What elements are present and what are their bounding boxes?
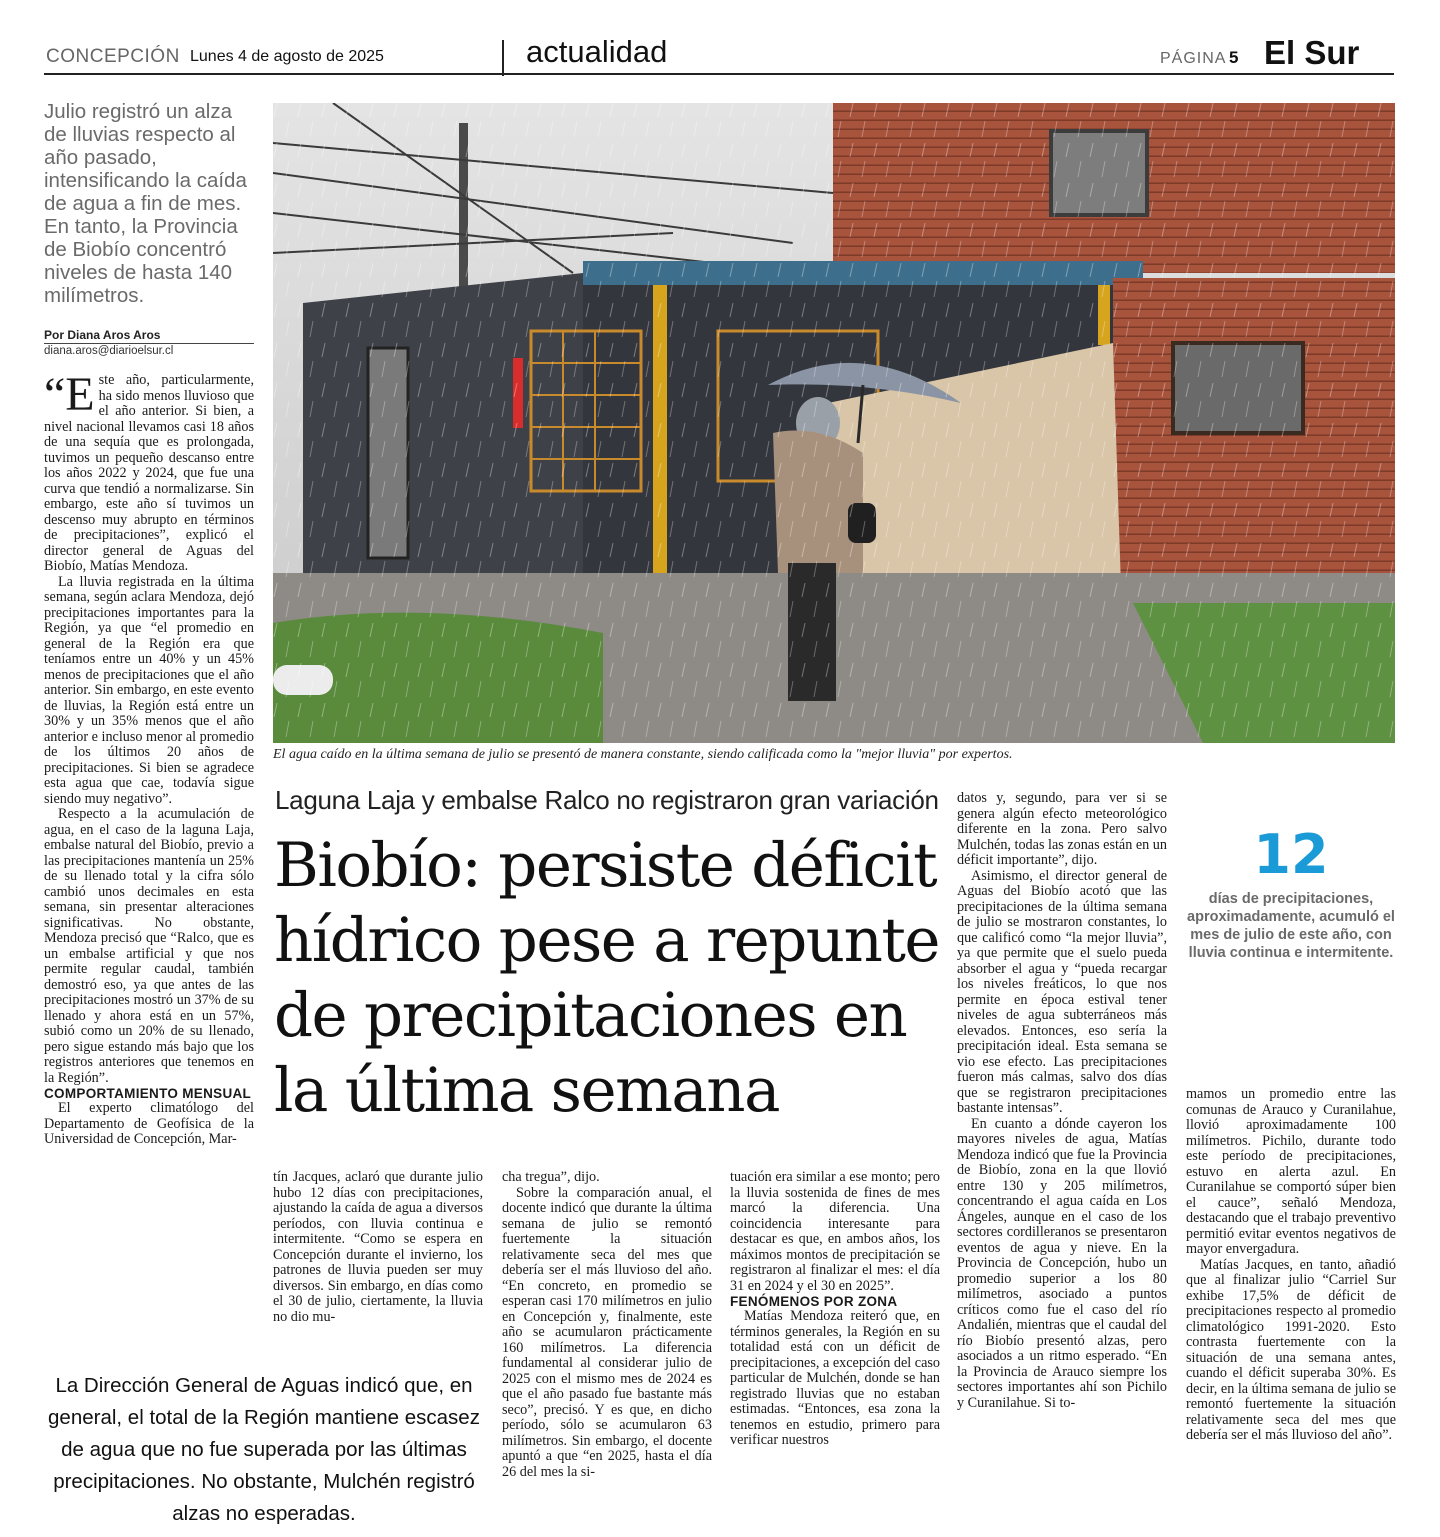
header-date: Lunes 4 de agosto de 2025 (190, 48, 384, 65)
body-paragraph: datos y, segundo, para ver si se genera algún efecto meteorológico diferente en la zona. Pero salvo Mulchén, todas las zonas están en un déficit importante”, dijo. (957, 790, 1167, 868)
body-column-2 (273, 1170, 483, 1325)
page-number: 5 (1229, 48, 1239, 67)
article-lead: Julio registró un alza de lluvias respecto al año pasado, intensificando la caída de agua a fin de mes. En tanto, la Provincia de Biobío concentró niveles de hasta 140 milímetros. (44, 100, 247, 307)
rain-scene-illustration (273, 103, 1395, 743)
pull-quote: La Dirección General de Aguas indicó que, en general, el total de la Región mantiene escasez de agua que no fue superada por las últimas precipitaciones. No obstante, Mulchén registró alzas no esperadas. (48, 1374, 480, 1525)
stat-number: 12 (1253, 823, 1329, 886)
body-paragraph: Matías Mendoza reiteró que, en términos generales, la Región en su totalidad está con un déficit de precipitaciones, a excepción del caso particular de Mulchén, donde se han registrado lluvias que no estaban estimadas. “Entonces, esa zona la tenemos en estudio, primero para verificar nuestros (730, 1308, 940, 1448)
body-column-3 (502, 1170, 712, 1480)
body-paragraph: Sobre la comparación anual, el docente indicó que durante la última semana de julio se remontó fuertemente la situación relativamente seca del mes que debería ser el más lluvioso del año. “En concreto, en promedio se esperan casi 170 milímetros en julio en Concepción y, finalmente, este año se acumularon prácticamente 160 milímetros. La diferencia fundamental al considerar julio de 2025 con el mismo mes de 2024 es que el año pasado fue bastante más seco”, precisó. Y es que, en dicho período, sólo se acumularon 63 milímetros. Sin embargo, el docente apuntó a que “en 2025, hasta el día 26 del mes la si- (502, 1184, 712, 1480)
photo-caption: El agua caído en la última semana de julio se presentó de manera constante, siendo calificada como la "mejor lluvia" por expertos. (273, 747, 1013, 762)
author-email[interactable]: diana.aros@diarioelsur.cl (44, 345, 174, 357)
newspaper-logo: El Sur (1264, 34, 1360, 71)
body-column-1 (44, 368, 254, 1148)
body-paragraph: En cuanto a dónde cayeron los mayores niveles de agua, Matías Mendoza indicó que fue la Provincia de Biobío, zona en la que llovió entre 130 y 205 milímetros, concentrando el agua caída en Los Ángeles, aunque en el caso de los sectores cordilleranos se presentaron eventos de agua y nieve. En la Provincia de Concepción, hubo un promedio superior a los 80 milímetros, asociado a puntos críticos como fue el caso del río Andalién, mientras que el caudal del río Biobío presentó alzas, pero asociados a un ritmo esperado. “En la Provincia de Arauco siempre los sectores importantes ahí son Pichilo y Curanilahue. Si to- (957, 1115, 1167, 1411)
body-column-4 (730, 1170, 940, 1449)
body-paragraph: El experto climatólogo del Departamento de Geofísica de la Universidad de Concepción, Mar- (44, 1100, 254, 1147)
body-column-5 (957, 791, 1167, 1411)
body-paragraph: La lluvia registrada en la última semana, según aclara Mendoza, dejó precipitaciones importantes para la Región, ya que “el promedio en general de la Región era que teníamos entre un 40% y un 45% menos de precipitaciones que el año anterior. Sin embargo, en este evento de lluvias, la Región está entre un 30% y un 35% menos que el año anterior e incluso menor al promedio de los últimos 20 años de precipitaciones. Si bien se agradece esta agua que cae, todavía sigue siendo muy negativo”. (44, 573, 254, 807)
byline: Por Diana Aros Aros (44, 328, 254, 344)
stat-description: días de precipitaciones, aproximadamente, acumuló el mes de julio de este año, con lluvia continua e intermitente. (1187, 891, 1395, 961)
body-paragraph: tuación era similar a ese monto; pero la lluvia sostenida de fines de mes marcó la diferencia. Una coincidencia interesante para destacar es que, en ambos años, los máximos montos de precipitación se registraron al finalizar el mes: el día 31 en 2024 y el 30 en 2025”. (730, 1169, 940, 1294)
page-label: PÁGINA (1160, 50, 1227, 67)
header-city: CONCEPCIÓN (46, 46, 180, 67)
body-paragraph: tín Jacques, aclaró que durante julio hubo 12 días con precipitaciones, ajustando la caída de agua a diversos períodos, con lluvia continua e intermitente. “Como se espera en Concepción durante el invierno, los patrones de lluvia pueden ser muy diversos. Sin embargo, en días como el 30 de julio, ciertamente, la lluvia no dio mu- (273, 1169, 483, 1325)
body-paragraph: “Este año, particularmente, ha sido menos lluvioso que el año anterior. Si bien, a nivel nacional llevamos casi 18 años de una sequía que es prolongada, tuvimos un pequeño descanso entre los años 2022 y 2024, que fue una curva que tendió a normalizarse. Sin embargo, este año sí tuvimos un descenso muy abrupto en términos de precipitaciones”, explicó el director general de Aguas del Biobío, Matías Mendoza. (44, 368, 254, 574)
body-paragraph: cha tregua”, dijo. (502, 1169, 600, 1185)
headline: Biobío: persiste déficit hídrico pese a repunte de precipitaciones en la última semana (274, 830, 939, 1126)
body-column-6 (1186, 1087, 1396, 1444)
header-rule (44, 73, 1394, 75)
kicker: Laguna Laja y embalse Ralco no registraron gran variación (275, 785, 939, 815)
subheading: FENÓMENOS POR ZONA (730, 1294, 898, 1309)
news-photo (273, 103, 1395, 743)
drop-cap: “E (44, 368, 95, 421)
body-paragraph: Asimismo, el director general de Aguas del Biobío acotó que las precipitaciones de la última semana de julio se mostraron constantes, lo que calificó como “la mejor lluvia”, ya que permite que el suelo pueda absorber el agua y “pueda recargar los niveles freáticos, lo que nos permite en época estival tener niveles de agua subterráneos más elevados. Entonces, eso sería la precipitación ideal. Esta semana se vio ese efecto. Las precipitaciones fueron más calmas, salvo dos días que se registraron precipitaciones bastante intensas”. (957, 867, 1167, 1116)
section-title: actualidad (526, 34, 668, 69)
body-paragraph: Respecto a la acumulación de agua, en el caso de la laguna Laja, embalse natural del Biobío, previo a las precipitaciones mantenía un 25% de su llenado total y la cifra sólo cambió unos decimales en esta semana, sin presentar alteraciones significativas. No obstante, Mendoza precisó que “Ralco, que es un embalse artificial y que nos permite regular caudal, también demostró eso, ya que antes de las precipitaciones mostró un 37% de su llenado y ahora está en un 57%, subió como un 20% de su llenado, pero sigue estando más bajo que los registros anteriores que tenemos en la Región”. (44, 806, 254, 1086)
body-paragraph: mamos un promedio entre las comunas de Arauco y Curanilahue, llovió aproximadamente 100 milímetros. Pichilo, durante todo este período de precipitaciones, estuvo en alerta azul. En Curanilahue se comportó súper bien el cauce”, señaló Mendoza, destacando que el trabajo preventivo permitió evitar eventos negativos de mayor envergadura. (1186, 1086, 1396, 1257)
subheading: COMPORTAMIENTO MENSUAL (44, 1086, 252, 1101)
body-paragraph: Matías Jacques, en tanto, añadió que al finalizar julio “Carriel Sur exhibe 17,5% de déficit de precipitaciones respecto al promedio climatológico 1991-2020. Esto contrasta fuertemente con la situación de una semana antes, cuando el déficit superaba 30%. Es decir, en la última semana de julio se remontó fuertemente la situación relativamente seca del mes que debería ser el más lluvioso del año”. (1186, 1256, 1396, 1443)
header-divider (502, 40, 504, 76)
